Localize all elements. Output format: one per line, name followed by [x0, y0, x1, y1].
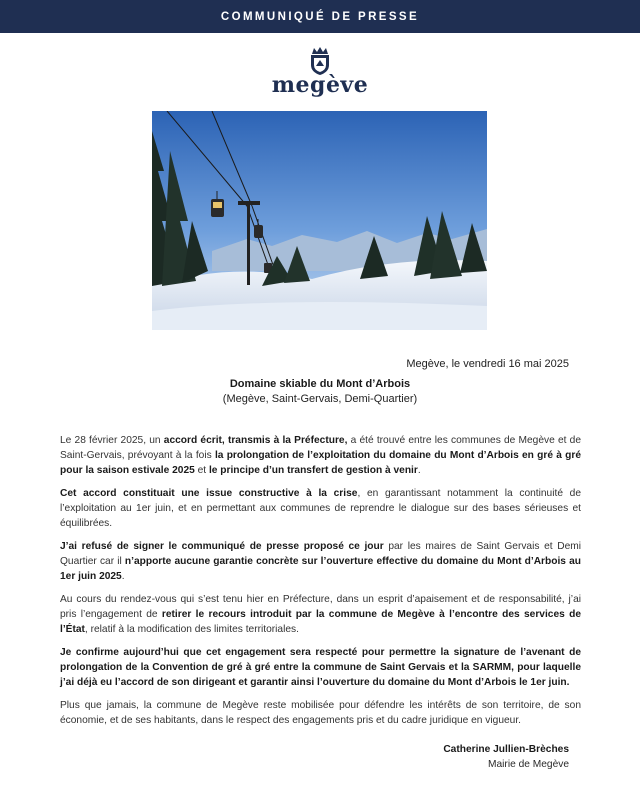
text-run: .	[121, 571, 125, 582]
paragraph	[60, 433, 581, 478]
press-release-banner	[0, 0, 640, 33]
text-run-bold: la prolongation de l’exploitation du domaine du Mont d’Arbois en gré à gré pour la saison estivale 2025	[60, 450, 581, 476]
text-run-bold: J’ai refusé de signer le communiqué de presse proposé ce jour	[60, 541, 384, 552]
banner-title: COMMUNIQUÉ DE PRESSE	[220, 10, 420, 23]
text-run-bold: n’apporte aucune garantie concrète sur l’ouverture effective du domaine du Mont d’Arbois au 1er juin 2025	[60, 556, 581, 582]
ski-resort-gondola-photo	[152, 111, 487, 330]
text-run-bold: Je confirme aujourd’hui que cet engagement sera respecté pour permettre la signature de l’avenant de prolongation de la Convention de gré à gré entre la commune de Saint Gervais et la SARMM, pour laquelle j’ai déjà eu l’accord de son dirigeant et garantir ainsi l’ouverture du domaine du Mont d’Arbois le 1er juin.	[60, 647, 581, 688]
document-subtitle: (Megève, Saint-Gervais, Demi-Quartier)	[222, 393, 418, 405]
photo-image	[152, 111, 487, 330]
text-run: Au cours du rendez-vous qui s’est tenu hier en Préfecture, dans un esprit d’apaisement et de responsabilité, j’ai pris l’engagement de	[60, 594, 581, 620]
text-run: , relatif à la modification des limites territoriales.	[84, 624, 299, 635]
dateline: Megève, le vendredi 16 mai 2025	[406, 358, 569, 370]
text-run: a été trouvé entre les communes de Megève et de Saint-Gervais, prévoyant à la fois	[60, 435, 582, 461]
paragraph	[60, 698, 581, 728]
paragraph	[60, 539, 581, 584]
text-run: , en garantissant notamment la continuité de l’exploitation au 1er juin, et en permettant aux communes de reprendre le dialogue sur des bases sérieuses et équilibrées.	[60, 488, 581, 529]
text-run-bold: Cet accord constituait une issue constructive à la crise	[60, 488, 358, 499]
document-title: Domaine skiable du Mont d’Arbois	[229, 378, 411, 390]
text-run: et	[194, 465, 209, 476]
paragraph	[60, 486, 581, 531]
signatory-name: Catherine Jullien-Brèches	[443, 744, 569, 755]
signatory-role: Mairie de Megève	[488, 759, 569, 770]
text-run: par les maires de Saint Gervais et Demi Quartier car il	[60, 541, 581, 567]
text-run: .	[417, 465, 421, 476]
text-run: Plus que jamais, la commune de Megève reste mobilisée pour défendre les intérêts de son territoire, de son économie, et de ses habitants, dans le respect des engagements pris et du cadre juridique en vigueur.	[60, 700, 581, 726]
text-run-bold: retirer le recours introduit par la commune de Megève à l’encontre des services de l’État	[60, 609, 581, 635]
signature-block	[443, 742, 569, 772]
paragraph	[60, 592, 581, 637]
press-release-body	[60, 433, 581, 736]
megeve-logo	[0, 44, 640, 100]
text-run-bold: le principe d’un transfert de gestion à venir	[208, 465, 418, 476]
text-run-bold: accord écrit, transmis à la Préfecture,	[163, 435, 348, 446]
logo-wordmark: megève	[271, 72, 369, 98]
text-run: Le 28 février 2025, un	[60, 435, 164, 446]
paragraph	[60, 645, 581, 690]
